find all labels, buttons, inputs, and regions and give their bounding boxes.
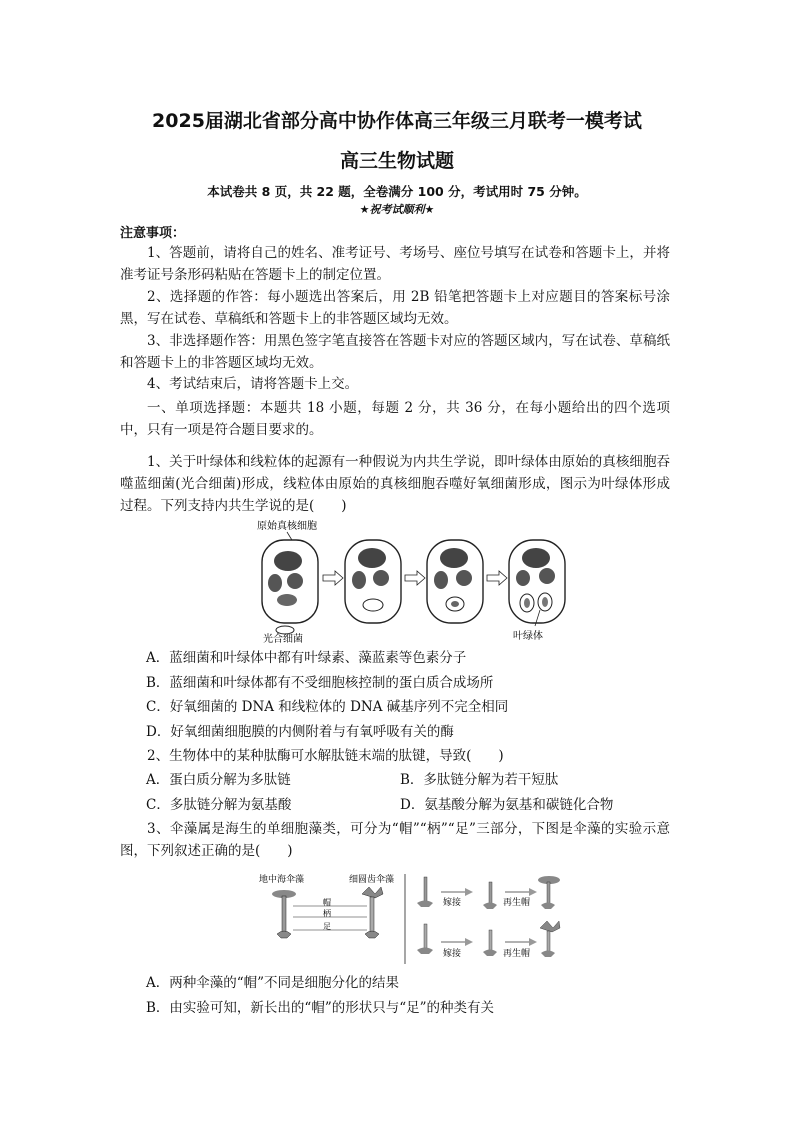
q3-part-foot: 足 <box>323 922 331 931</box>
q1-label-right: 叶绿体 <box>513 631 543 642</box>
q1-option-b: B．蓝细菌和叶绿体都有不受细胞核控制的蛋白质合成场所 <box>146 675 494 691</box>
q3-option-a: A．两种伞藻的“帽”不同是细胞分化的结果 <box>146 975 400 991</box>
exam-wish: ★祝考试顺利★ <box>359 203 435 216</box>
q1-option-d: D．好氧细菌细胞膜的内侧附着与有氧呼吸有关的酶 <box>146 724 454 740</box>
experiment-row-1 <box>417 876 560 909</box>
q2-option-d: D．氨基酸分解为氨基和碳链化合物 <box>400 797 614 813</box>
q3-part-cap: 帽 <box>323 898 331 907</box>
q3-graft-2: 嫁接 <box>443 949 462 959</box>
alga-mediterranean <box>272 890 296 938</box>
q3-label-a: 地中海伞藻 <box>259 875 305 885</box>
section1-intro: 一、单项选择题：本题共 18 小题，每题 2 分，共 36 分，在每小题给出的四个选项中，只有一项是符合题目要求的。 <box>120 400 670 438</box>
exam-subtitle: 高三生物试题 <box>339 150 454 172</box>
q1-figure <box>255 518 575 643</box>
experiment-row-2 <box>417 921 560 959</box>
q1-stem: 1、关于叶绿体和线粒体的起源有一种假说为内共生学说，即叶绿体由原始的真核细胞吞噬蓝细菌(光合细菌)形成，线粒体由原始的真核细胞吞噬好氧细菌形成，图示为叶绿体形成过程。下列支持内共生学说的是( ) <box>120 454 670 514</box>
notice-item-2: 2、选择题的作答：每小题选出答案后，用 2B 铅笔把答题卡上对应题目的答案标号涂黑，写在试卷、草稿纸和答题卡上的非答题区域均无效。 <box>120 289 670 327</box>
q3-part-stalk: 柄 <box>323 909 331 918</box>
q2-option-b: B．多肽链分解为若干短肽 <box>400 772 559 788</box>
q1-label-top: 原始真核细胞 <box>257 521 317 532</box>
cell-2 <box>345 540 401 623</box>
notice-heading: 注意事项： <box>120 226 186 241</box>
q3-stem: 3、伞藻属是海生的单细胞藻类，可分为“帽”“柄”“足”三部分，下图是伞藻的实验示意图，下列叙述正确的是( ) <box>120 821 670 859</box>
q3-label-b: 细圆齿伞藻 <box>349 875 395 885</box>
q1-option-a: A．蓝细菌和叶绿体中都有叶绿素、藻蓝素等色素分子 <box>146 650 467 666</box>
cell-1 <box>262 540 318 634</box>
notice-item-4: 4、考试结束后，请将答题卡上交。 <box>147 376 359 392</box>
q3-figure <box>257 872 567 967</box>
q2-option-a: A．蛋白质分解为多肽链 <box>146 772 291 788</box>
q3-regen-2: 再生帽 <box>503 949 531 959</box>
cell-3 <box>427 540 483 623</box>
q3-regen-1: 再生帽 <box>503 898 531 908</box>
q1-option-c: C．好氧细菌的 DNA 和线粒体的 DNA 碱基序列不完全相同 <box>146 699 509 715</box>
notice-item-1: 1、答题前，请将自己的姓名、准考证号、考场号、座位号填写在试卷和答题卡上，并将准考证号条形码粘贴在答题卡上的制定位置。 <box>120 245 670 283</box>
exam-info: 本试卷共 8 页，共 22 题，全卷满分 100 分，考试用时 75 分钟。 <box>207 184 587 199</box>
q3-graft-1: 嫁接 <box>443 898 462 908</box>
q3-option-b: B．由实验可知，新长出的“帽”的形状只与“足”的种类有关 <box>146 1000 495 1016</box>
exam-title: 2025届湖北省部分高中协作体高三年级三月联考一模考试 <box>152 110 642 132</box>
q2-stem: 2、生物体中的某种肽酶可水解肽链末端的肽键，导致( ) <box>147 748 504 764</box>
notice-item-3: 3、非选择题作答：用黑色签字笔直接答在答题卡对应的答题区域内，写在试卷、草稿纸和答题卡上的非答题区域均无效。 <box>120 333 670 371</box>
q1-label-bottom: 光合细菌 <box>263 634 303 643</box>
cell-4 <box>509 540 565 623</box>
q2-option-c: C．多肽链分解为氨基酸 <box>146 797 292 813</box>
alga-crenulata <box>362 887 383 938</box>
